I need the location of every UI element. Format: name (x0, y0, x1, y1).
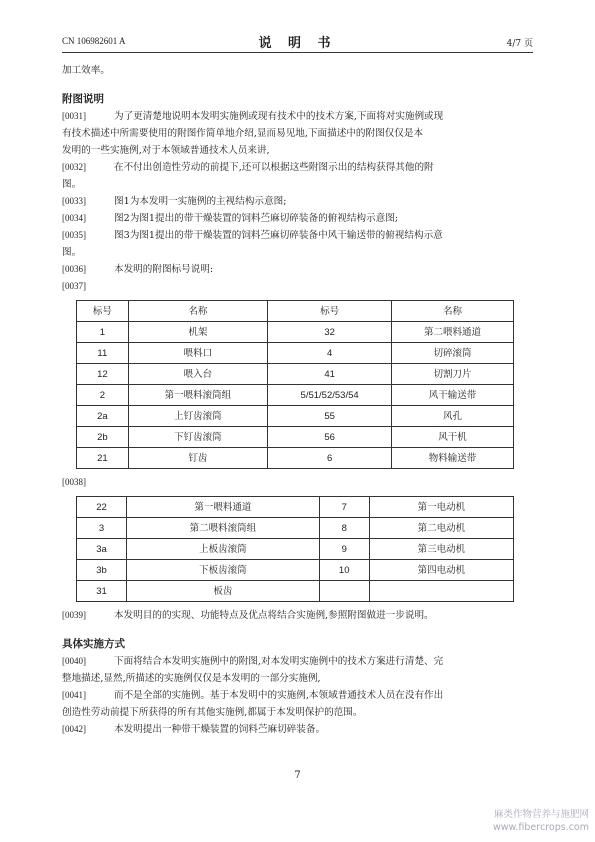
table-cell: 4 (268, 343, 392, 364)
paragraph-line: 创造性劳动前提下所获得的所有其他实施例,都属于本发明保护的范围。 (62, 707, 363, 718)
section-title-figures: 附图说明 (62, 93, 104, 105)
paragraph-0035 (62, 227, 532, 244)
table-cell: 上钉齿滚筒 (128, 406, 267, 427)
table-cell: 3 (77, 518, 127, 539)
table-cell: 第一电动机 (369, 497, 513, 518)
table-row (77, 518, 514, 539)
table-row (77, 560, 514, 581)
paragraph-number: [0041] (62, 690, 86, 700)
table-cell: 22 (77, 497, 127, 518)
paragraph-line: 在不付出创造性劳动的前提下,还可以根据这些附图示出的结构获得其他的附 (114, 162, 434, 173)
table-header-cell: 名称 (128, 301, 267, 322)
table-cell: 风孔 (392, 406, 514, 427)
table-header-row (77, 301, 514, 322)
table-cell: 切割刀片 (392, 364, 514, 385)
paragraph-number: [0032] (62, 162, 86, 172)
paragraph-text: 本发明的附图标号说明: (114, 264, 214, 275)
table-cell: 第一喂料通道 (126, 497, 319, 518)
table-cell: 1 (77, 322, 129, 343)
table-row (77, 343, 514, 364)
section-title-embodiments: 具体实施方式 (62, 638, 125, 650)
table-header-cell: 标号 (77, 301, 129, 322)
table-cell: 55 (268, 406, 392, 427)
table-cell: 第二喂料通道 (392, 322, 514, 343)
paragraph-number: [0037] (62, 281, 86, 291)
table-cell: 2b (77, 427, 129, 448)
paragraph-number: [0038] (62, 477, 86, 487)
table-cell: 11 (77, 343, 129, 364)
page-header (62, 30, 533, 53)
paragraph-line: 图。 (62, 179, 82, 190)
table-cell: 板齿 (126, 581, 319, 602)
table-cell: 风干输送带 (392, 385, 514, 406)
table-cell: 风干机 (392, 427, 514, 448)
table-cell: 机架 (128, 322, 267, 343)
paragraph-0040 (62, 653, 532, 670)
paragraph-number: [0033] (62, 196, 86, 206)
paragraph-number: [0031] (62, 111, 86, 121)
reference-table-2 (76, 496, 514, 602)
paragraph-text: 本发明目的的实现、功能特点及优点将结合实施例,参照附图做进一步说明。 (114, 610, 434, 621)
paragraph-number: [0035] (62, 230, 86, 240)
table-cell: 41 (268, 364, 392, 385)
paragraph-text: 本发明提出一种带干燥装置的饲料苎麻切碎装备。 (114, 724, 326, 735)
table-header-cell: 名称 (392, 301, 514, 322)
page-number-footer: 7 (294, 770, 301, 781)
page-indicator: 4/7 页 (506, 39, 533, 49)
table-cell: 12 (77, 364, 129, 385)
document-body (62, 62, 532, 738)
table-cell: 上板齿滚筒 (126, 539, 319, 560)
table-cell: 2 (77, 385, 129, 406)
paragraph-text: 图1为本发明一实施例的主视结构示意图; (114, 196, 287, 207)
table-cell: 切碎滚筒 (392, 343, 514, 364)
reference-table-1 (76, 300, 514, 469)
table-cell: 钉齿 (128, 448, 267, 469)
paragraph-0032 (62, 159, 532, 176)
paragraph-0037 (62, 278, 532, 295)
table-header-cell: 标号 (268, 301, 392, 322)
opening-line: 加工效率。 (62, 65, 110, 76)
table-cell: 第一喂料滚筒组 (128, 385, 267, 406)
table-cell: 6 (268, 448, 392, 469)
table-cell: 3b (77, 560, 127, 581)
paragraph-line: 下面将结合本发明实施例中的附图,对本发明实施例中的技术方案进行清楚、完 (114, 656, 444, 667)
paragraph-line: 图。 (62, 247, 82, 258)
table-row (77, 364, 514, 385)
paragraph-text: 图2为图1提出的带干燥装置的饲料苎麻切碎装备的俯视结构示意图; (114, 213, 399, 224)
paragraph-0041 (62, 687, 532, 704)
table-cell: 10 (319, 560, 369, 581)
paragraph-number: [0039] (62, 610, 86, 620)
table-cell: 2a (77, 406, 129, 427)
table-row (77, 427, 514, 448)
paragraph-0031 (62, 108, 532, 125)
paragraph-line: 为了更清楚地说明本发明实施例或现有技术中的技术方案,下面将对实施例或现 (114, 111, 444, 122)
table-cell: 9 (319, 539, 369, 560)
table-cell: 第二喂料滚筒组 (126, 518, 319, 539)
table-row (77, 322, 514, 343)
table-row (77, 406, 514, 427)
paragraph-0039 (62, 607, 532, 624)
paragraph-line: 发明的一些实施例,对于本领域普通技术人员来讲, (62, 145, 270, 156)
watermark-site-name: 麻类作物营养与施肥网 (493, 809, 589, 820)
table-row (77, 581, 514, 602)
table-cell: 第四电动机 (369, 560, 513, 581)
paragraph-0033 (62, 193, 532, 210)
table-cell: 喂料口 (128, 343, 267, 364)
table-cell: 21 (77, 448, 129, 469)
paragraph-0036 (62, 261, 532, 278)
table-cell: 31 (77, 581, 127, 602)
table-cell: 第三电动机 (369, 539, 513, 560)
table-cell: 下板齿滚筒 (126, 560, 319, 581)
table-row (77, 539, 514, 560)
table-cell: 第二电动机 (369, 518, 513, 539)
paragraph-number: [0034] (62, 213, 86, 223)
paragraph-number: [0036] (62, 264, 86, 274)
table-cell: 喂入台 (128, 364, 267, 385)
table-row (77, 448, 514, 469)
table-cell: 物料输送带 (392, 448, 514, 469)
paragraph-0038 (62, 474, 532, 491)
table-cell (369, 581, 513, 602)
table-cell (319, 581, 369, 602)
publication-number: CN 106982601 A (62, 36, 126, 46)
table-cell: 下钉齿滚筒 (128, 427, 267, 448)
paragraph-line: 整地描述,显然,所描述的实施例仅仅是本发明的一部分实施例, (62, 673, 321, 684)
document-title: 说 明 书 (258, 36, 337, 51)
paragraph-number: [0040] (62, 656, 86, 666)
table-cell: 8 (319, 518, 369, 539)
paragraph-0042 (62, 721, 532, 738)
table-row (77, 385, 514, 406)
watermark-url: www.fibercrops.com (492, 822, 589, 833)
table-cell: 5/51/52/53/54 (268, 385, 392, 406)
table-cell: 7 (319, 497, 369, 518)
table-cell: 56 (268, 427, 392, 448)
table-row (77, 497, 514, 518)
paragraph-line: 有技术描述中所需要使用的附图作简单地介绍,显而易见地,下面描述中的附图仅仅是本 (62, 128, 424, 139)
paragraph-line: 图3为图1提出的带干燥装置的饲料苎麻切碎装备中风干输送带的俯视结构示意 (114, 230, 443, 241)
paragraph-line: 而不是全部的实施例。基于本发明中的实施例,本领域普通技术人员在没有作出 (114, 690, 444, 701)
paragraph-number: [0042] (62, 724, 86, 734)
table-cell: 3a (77, 539, 127, 560)
table-cell: 32 (268, 322, 392, 343)
watermark (493, 808, 589, 834)
paragraph-0034 (62, 210, 532, 227)
